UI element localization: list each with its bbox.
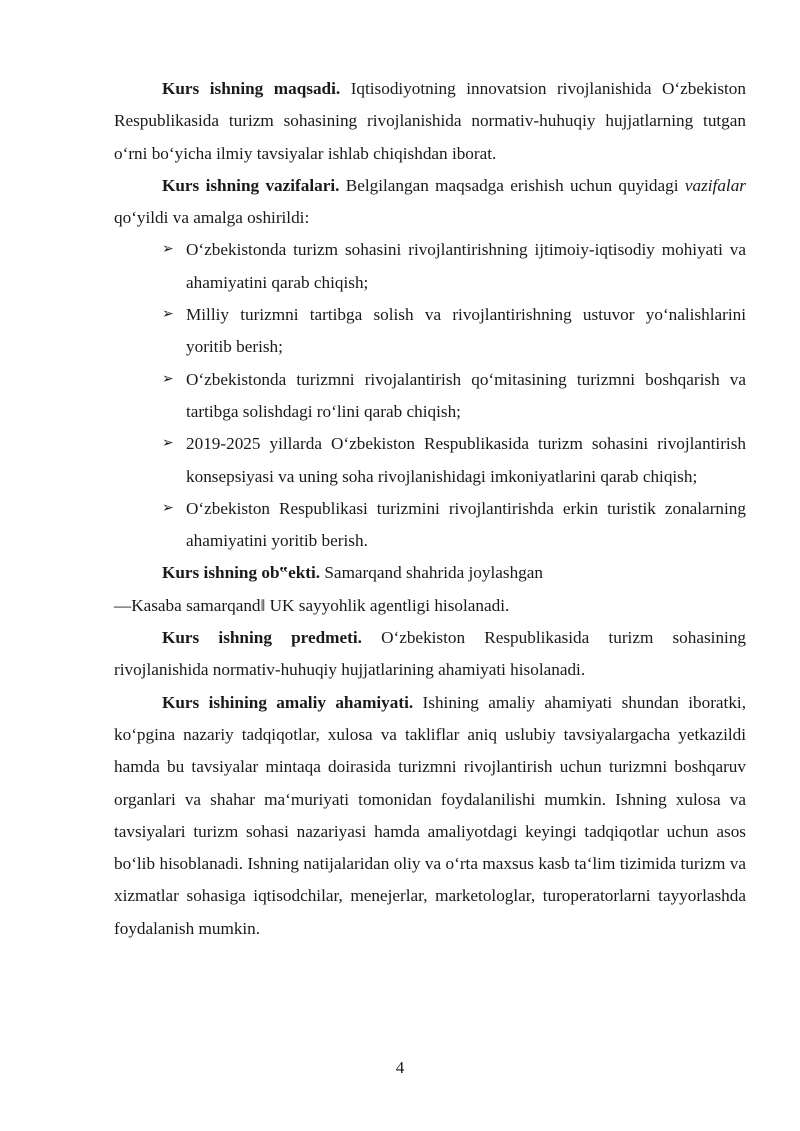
- goal-heading: Kurs ishning maqsadi.: [162, 79, 341, 98]
- list-item-text: O‘zbekiston Respublikasi turizmini rivojlantirishda erkin turistik zonalarning ahamiyatini yoritib berish.: [186, 498, 746, 551]
- subject-text: O‘zbekiston Respublikasida turizm sohasining rivojlanishida normativ-huhuqiy hujjatlarining ahamiyati hisolanadi.: [114, 628, 747, 680]
- object-second-line: ―Kasaba samarqand‖ UK sayyohlik agentligi hisolanadi.: [114, 595, 510, 615]
- list-item-text: O‘zbekistonda turizmni rivojalantirish qo‘mitasining turizmni boshqarish va tartibga solishdagi ro‘lini qarab chiqish;: [186, 369, 746, 421]
- arrow-bullet-icon: ➢: [162, 307, 174, 323]
- list-item-text: Milliy turizmni tartibga solish va rivojlantirishning ustuvor yo‘nalishlarini yoritib berish;: [186, 305, 746, 357]
- list-item-text: O‘zbekistonda turizm sohasini rivojlantirishning ijtimoiy-iqtisodiy mohiyati va ahamiyatini qarab chiqish;: [186, 240, 746, 292]
- list-item: [162, 364, 746, 429]
- list-item: [162, 428, 746, 493]
- goal-text: Iqtisodiyotning innovatsion rivojlanishida O‘zbekiston Respublikasida turizm sohasining rivojlanishida normativ-huhuqiy hujjatlarning tutgan o‘rni bo‘yicha ilmiy tavsiyalar ishlab chiqishdan iborat.: [114, 79, 746, 163]
- significance-heading: Kurs ishining amaliy ahamiyati.: [162, 692, 414, 712]
- tasks-paragraph: [114, 170, 746, 235]
- arrow-bullet-icon: ➢: [162, 242, 174, 258]
- list-item: [162, 493, 746, 558]
- arrow-bullet-icon: ➢: [162, 436, 174, 452]
- object-paragraph: [114, 557, 746, 622]
- tasks-intro-text: Belgilangan maqsadga erishish uchun quyidagi: [345, 175, 679, 195]
- list-item-text: 2019-2025 yillarda O‘zbekiston Respublikasida turizm sohasini rivojlantirish konsepsiyasi va uning soha rivojlanishidagi imkoniyatlarini qarab chiqish;: [186, 434, 746, 486]
- tasks-emphasis: vazifalar: [684, 175, 746, 195]
- significance-paragraph: [114, 687, 746, 945]
- arrow-bullet-icon: ➢: [162, 500, 174, 516]
- list-item: [162, 234, 746, 299]
- tasks-intro-continuation: qo‘yildi va amalga oshirildi:: [114, 208, 310, 228]
- body-text: [114, 73, 746, 945]
- subject-paragraph: [114, 622, 746, 687]
- tasks-list: [114, 234, 746, 557]
- object-first-line: [114, 557, 746, 589]
- list-item: [162, 299, 746, 364]
- significance-text: Ishining amaliy ahamiyati shundan iboratki, ko‘pgina nazariy tadqiqotlar, xulosa va takliflar aniq uslubiy tavsiyalargacha yetkazildi hamda bu tavsiyalar mintaqa doirasida turizmni rivojlantirish uchun turizmni boshqaruv organlari va shahar ma‘muriyati tomonidan foydalanilishi mumkin. Ishning xulosa va tavsiyalari turizm sohasi nazariyasi hamda amaliyotdagi keyingi tadqiqotlar uchun asos bo‘lib hisoblanadi. Ishning natijalaridan oliy va o‘rta maxsus kasb ta‘lim tizimida turizm va xizmatlar sohasiga iqtisodchilar, menejerlar, marketologlar, turoperatorlarni tayyorlashda foydalanish mumkin.: [114, 692, 746, 938]
- object-text: Samarqand shahrida joylashgan: [324, 563, 543, 583]
- tasks-heading: Kurs ishning vazifalari.: [162, 175, 340, 195]
- page-number: 4: [395, 1058, 405, 1077]
- object-heading: Kurs ishning ob‟ekti.: [162, 563, 321, 583]
- goal-paragraph: [114, 73, 746, 170]
- arrow-bullet-icon: ➢: [162, 371, 174, 387]
- subject-heading: Kurs ishning predmeti.: [162, 628, 362, 648]
